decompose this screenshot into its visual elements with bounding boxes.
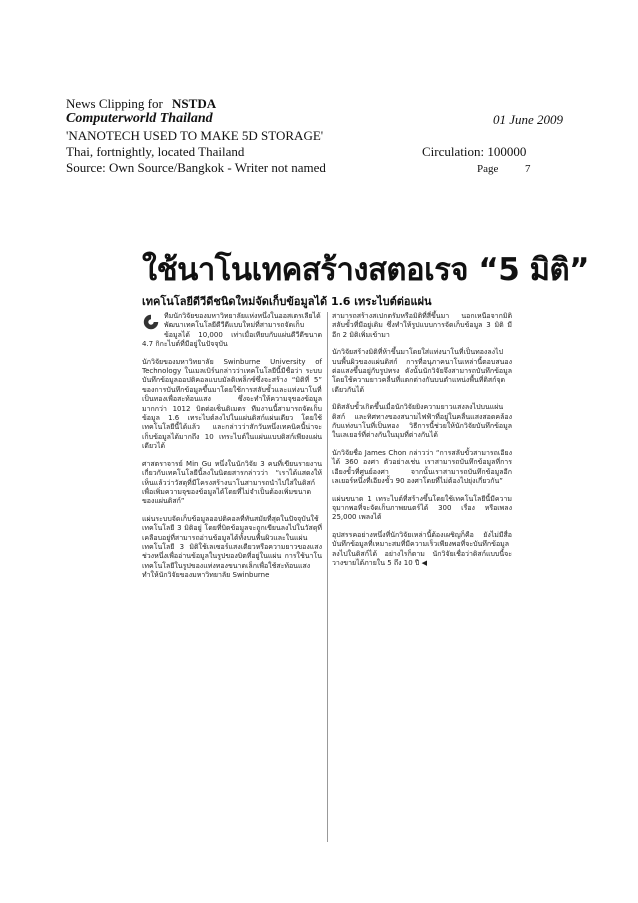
- end-mark-icon: ◀: [421, 558, 427, 567]
- publication-frequency: Thai, fortnightly, located Thailand: [66, 144, 245, 159]
- right-paragraph: นักวิจัยสร้างมิติที่ห้าขึ้นมาโดยใส่แท่งนาโนที่เป็นทองลงไปบนพื้นผิวของแผ่นดิสก์ การที่อนุภาคนาโนเหล่านี้ตอบสนองต่อแสงขึ้นอยู่กับรูปทรง ดังนั้นนักวิจัยจึงสามารถบันทึกข้อมูลโดยใช้ความยาวคลื่นที่แตกต่างกันบนตำแหน่งพื้นที่ดิสก์จุดเดียวกันได้: [332, 348, 512, 394]
- left-paragraph: นักวิจัยของมหาวิทยาลัย Swinburne University of Technology ในเมลเบิร์นกล่าวว่าเทคโนโลยีนี้มีชื่อว่า ระบบบันทึกข้อมูลออปติคอลแบบมัลติเพล็กซ์ซึ่งจะสร้าง “มิติที่ 5” ของการบันทึกข้อมูลขึ้นมาโดยใช้การสลับขั้วและแท่งนาโนที่เป็นทองเพื่อสะท้อนแสง ซึ่งจะทำให้ความจุของข้อมูลมากกว่า 1012 บิตต่อเซ็นติเมตร ทีมงานนี้สามารถจัดเก็บข้อมูล 1.6 เทระไบต์ลงไปในแผ่นดิสก์แผ่นเดียว โดยใช้เทคโนโลยีนี้ได้แล้ว และกล่าวว่าสักวันหนึ่งเทคนิคนี้น่าจะเก็บข้อมูลได้มากถึง 10 เทระไบต์ในแผ่นแบบดิสก์เพียงแผ่นเดียวได้: [142, 357, 322, 451]
- right-paragraph: [332, 531, 512, 569]
- publication-name: Computerworld Thailand: [66, 111, 213, 126]
- right-paragraph: มิติสลับขั้วเกิดขึ้นเมื่อนักวิจัยยิงความยาวแสงลงไปบนแผ่นดิสก์ และทิศทางของสนามไฟฟ้าที่อยู่ในคลื่นแสงสอดคล้องกับแท่งนาโนที่เป็นทอง วิธีการนี้ช่วยให้นักวิจัยบันทึกข้อมูลในเลเยอร์ที่ต่างกันในมุมที่ต่างกันได้: [332, 403, 512, 440]
- right-paragraph: นักวิจัยชื่อ James Chon กล่าวว่า “การสลับขั้วสามารถเอียงได้ 360 องศา ตัวอย่างเช่น เราสามารถบันทึกข้อมูลที่การเอียงขั้วที่ศูนย์องศา จากนั้นเราสามารถบันทึกข้อมูลอีกเลเยอร์หนึ่งที่เอียงขั้ว 90 องศาโดยที่ไม่ต้องไปยุ่งเกี่ยวกัน”: [332, 448, 512, 486]
- right-paragraph: แผ่นขนาด 1 เทระไบต์ที่สร้างขึ้นโดยใช้เทคโนโลยีนี้มีความจุมากพอที่จะจัดเก็บภาพยนตร์ได้ 300 เรื่อง หรือเพลง 25,000 เพลงได้: [332, 494, 512, 522]
- clipping-date: 01 June 2009: [493, 112, 564, 127]
- news-clipping-line: [66, 96, 216, 112]
- right-paragraph-text: อุปสรรคอย่างหนึ่งที่นักวิจัยเหล่านี้ต้องเผชิญก็คือ ยังไม่มีสื่อบันทึกข้อมูลที่เหมาะสมที่มีความเร็วเพียงพอที่จะบันทึกข้อมูลลงไปในดิสก์ได้ อย่างไรก็ตาม นักวิจัยเชื่อว่าดิสก์แบบนี้จะวางขายได้ภายใน 5 ถึง 10 ปี: [332, 530, 512, 567]
- page-label: Page: [477, 163, 499, 175]
- right-paragraph: สามารถสร้างสเปกตรัมหรือมิติที่สี่ขึ้นมา นอกเหนือจากมิติสลับขั้วที่มีอยู่เดิม ซึ่งทำให้รูปแบบการจัดเก็บข้อมูล 3 มิติ มีอีก 2 มิติเพิ่มเข้ามา: [332, 312, 512, 339]
- circulation: Circulation: 100000: [422, 144, 527, 159]
- clipping-left-column: [142, 312, 322, 589]
- article-title: 'NANOTECH USED TO MAKE 5D STORAGE': [66, 128, 324, 143]
- left-paragraph: แผ่นระบบจัดเก็บข้อมูลออปติคอลที่ทันสมัยที่สุดในปัจจุบันใช้เทคโนโลยี 3 มิติอยู่ โดยที่บิตข้อมูลจะถูกเขียนลงไปในวัสดุที่เคลือบอยู่ที่สามารถอ่านข้อมูลได้ทั้งบนพื้นผิวและในแผ่น เทคโนโลยี 3 มิติใช้เลเซอร์แสงเดียวหรือความยาวของแสงช่วงหนึ่งเพื่ออ่านข้อมูลในรูปของบิตที่อยู่ในแผ่น การใช้นาโนเทคโนโลยีในรูปของแท่งทองขนาดเล็กเพื่อใช้สะท้อนแสงทำให้นักวิจัยของมหาวิทยาลัย Swinburne: [142, 514, 322, 580]
- clipping-subheadline: เทคโนโลยีดีวีดีชนิดใหม่จัดเก็บข้อมูลได้ 1.6 เทระไบต์ต่อแผ่น: [142, 295, 432, 308]
- source-line: Source: Own Source/Bangkok - Writer not named: [66, 160, 326, 175]
- left-paragraph: ทีมนักวิจัยของมหาวิทยาลัยแห่งหนึ่งในออสเตรเลียได้พัฒนาเทคโนโลยีดีวีดีแบบใหม่ที่สามารถจัดเก็บข้อมูลได้ 10,000 เท่าเมื่อเทียบกับแผ่นดีวีดีขนาด 4.7 กิกะไบต์ที่มีอยู่ในปัจจุบัน: [142, 312, 322, 349]
- clipping-right-column: [332, 312, 512, 576]
- quote-mark-icon: [142, 313, 160, 331]
- page-number: 7: [525, 163, 531, 175]
- agency-name: NSTDA: [172, 96, 217, 111]
- news-clipping-label: News Clipping for: [66, 96, 163, 111]
- column-divider: [327, 312, 328, 842]
- newspaper-clipping: [142, 250, 590, 850]
- left-paragraph: ศาสตราจารย์ Min Gu หนึ่งในนักวิจัย 3 คนที่เขียนรายงานเกี่ยวกับเทคโนโลยีนี้ลงในนิตยสารกล่าวว่า “เราได้แสดงให้เห็นแล้วว่าวัสดุที่มีโครงสร้างนาโนสามารถนำไปใส่ในดิสก์เพื่อเพิ่มความจุของข้อมูลได้โดยที่ไม่จำเป็นต้องเพิ่มขนาดของแผ่นดิสก์”: [142, 459, 322, 506]
- clipping-headline: ใช้นาโนเทคสร้างสตอเรจ “5 มิติ”: [142, 252, 590, 288]
